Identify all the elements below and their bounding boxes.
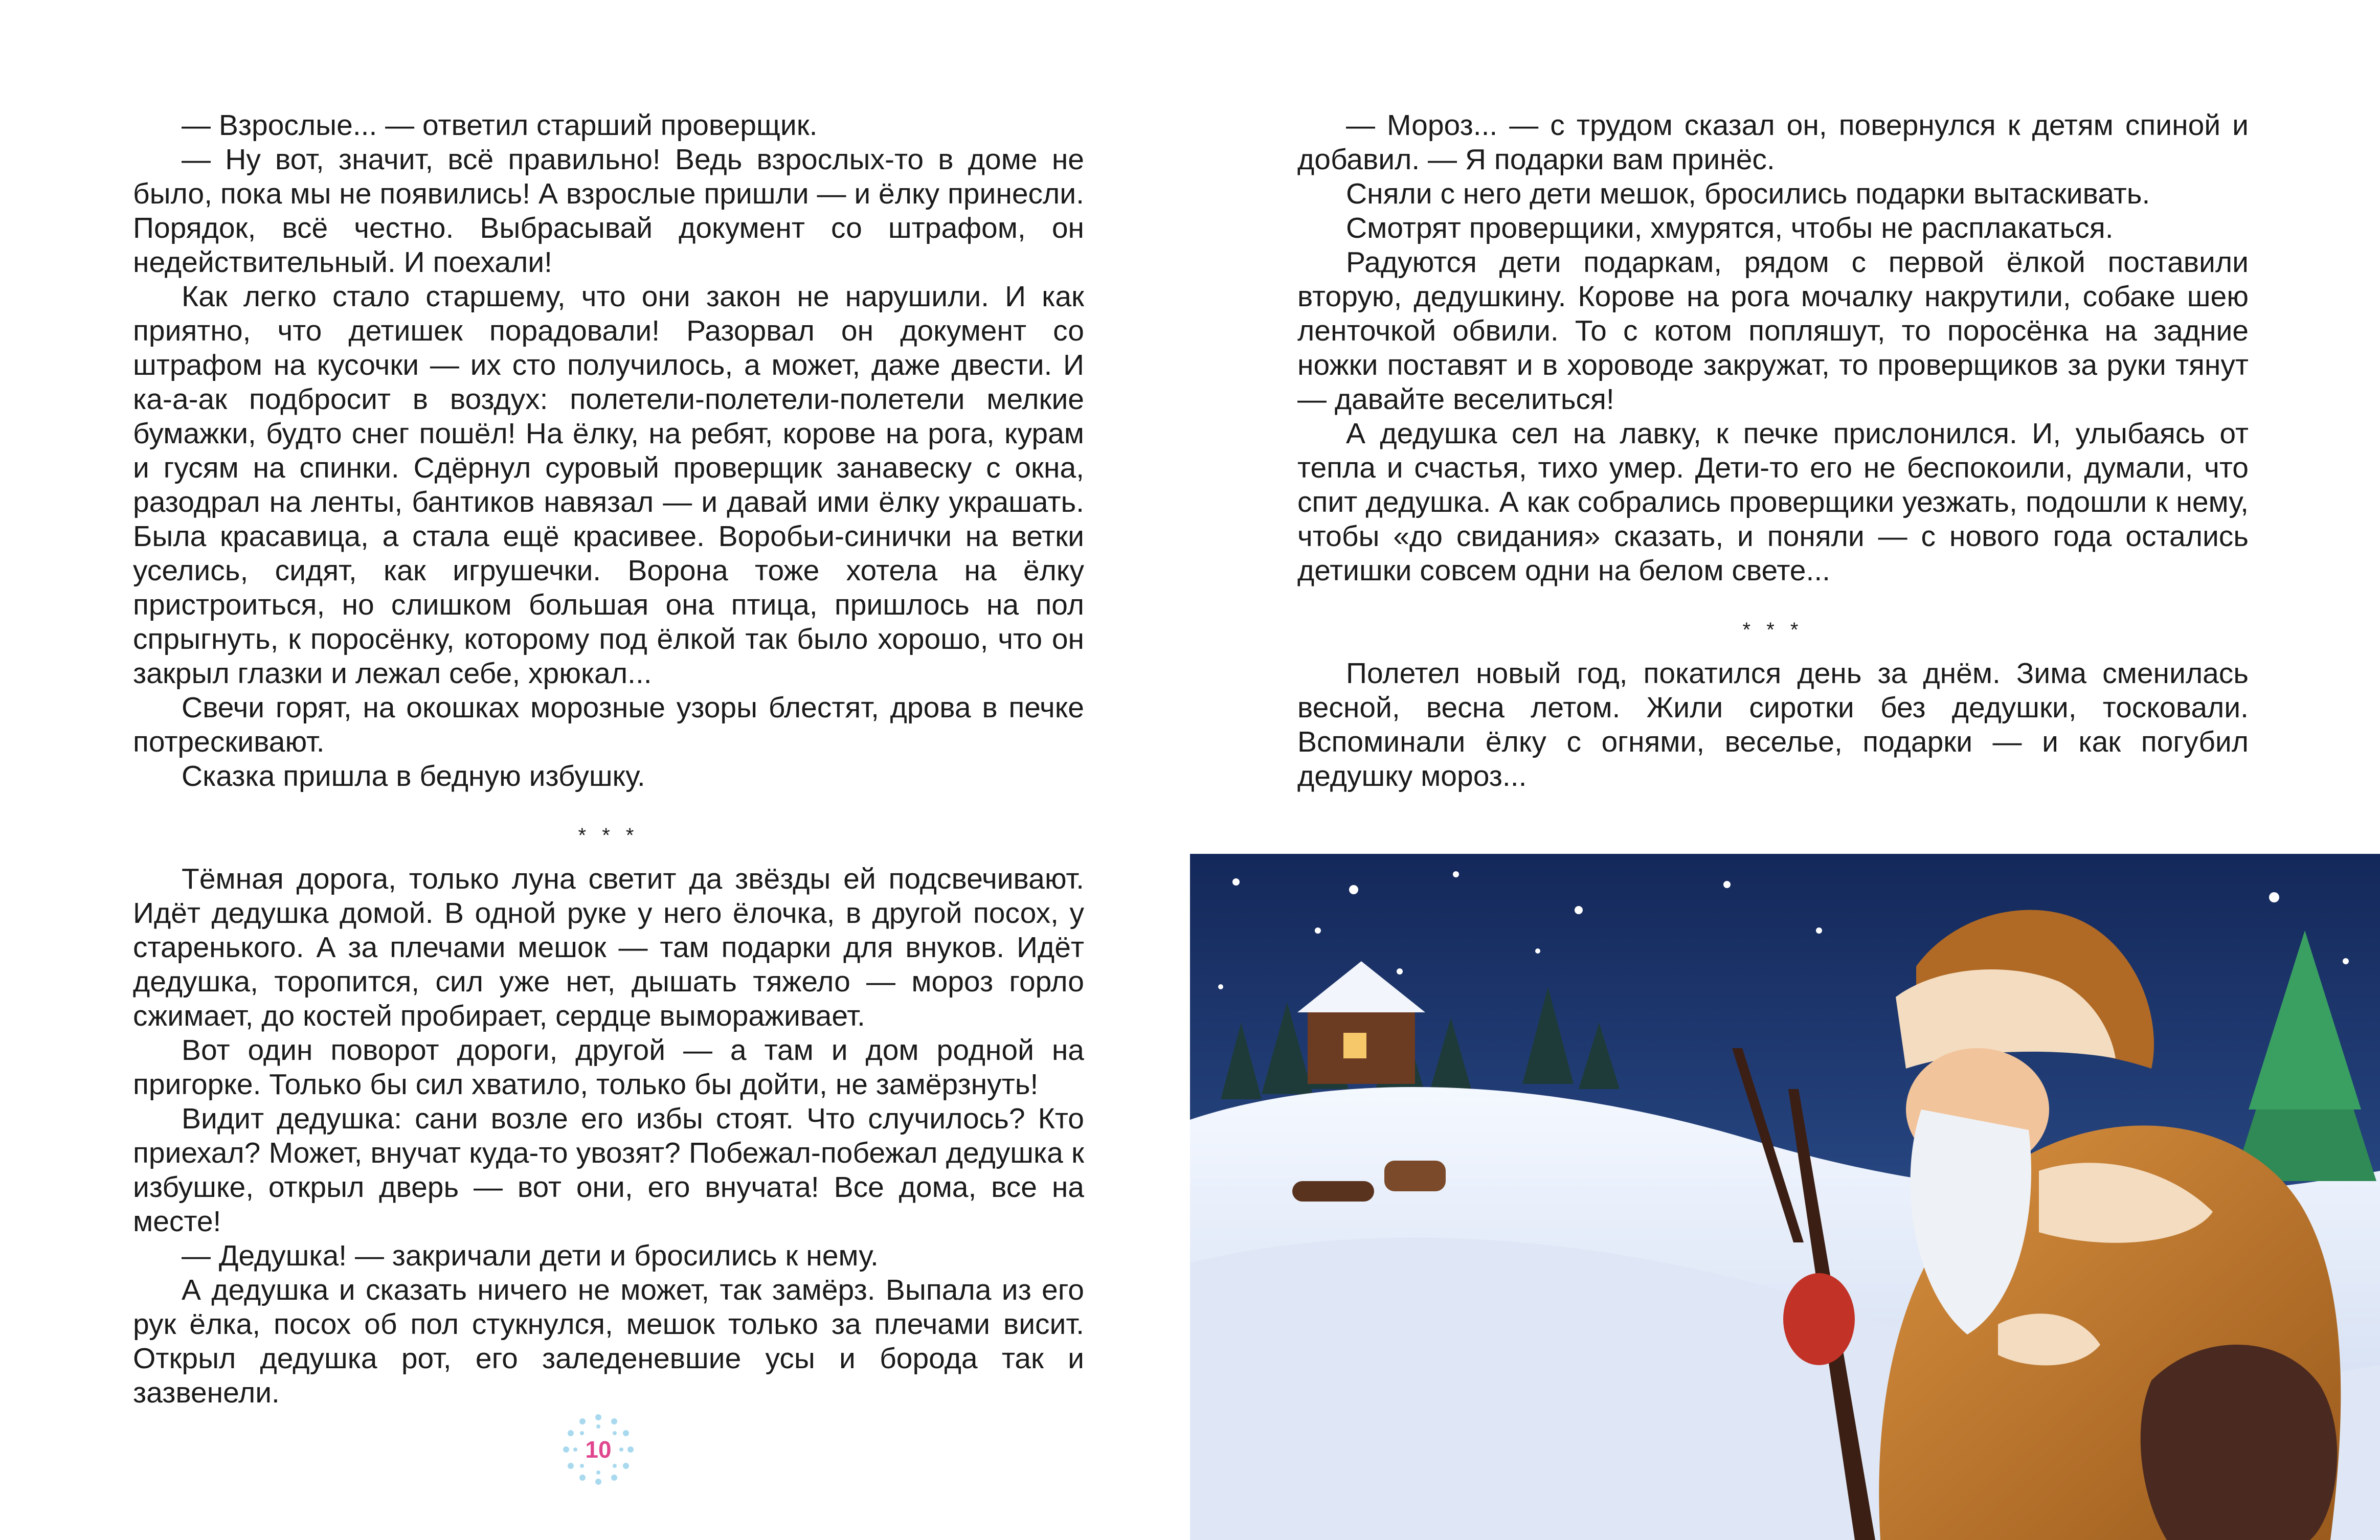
section-separator: * * * <box>578 824 639 847</box>
page-number: 10 <box>585 1436 612 1463</box>
paragraph: — Взрослые... — ответил старший проверщик. <box>182 109 818 142</box>
paragraph: Видит дедушка: сани возле его избы стоят. Что случилось? Кто приехал? Может, внучат куда-то увозят? Побежал-побежал дедушка к избушке, открыл дверь — вот они, его внучата! Все дома, все на месте! <box>133 1102 1084 1238</box>
paragraph: Полетел новый год, покатился день за днём. Зима сменилась весной, весна летом. Жили сиротки без дедушки, тосковали. Вспоминали ёлку с огнями, веселье, подарки — и как погубил дедушку мороз... <box>1297 657 2249 792</box>
paragraph: А дедушка сел на лавку, к печке прислонился. И, улыбаясь от тепла и счастья, тихо умер. Дети-то его не беспокоили, думали, что спит дедушка. А как собрались проверщики уезжать, подошли к нему, чтобы «до свидания» сказать, и поняли — с нового года остались детишки совсем одни на белом свете... <box>1297 417 2249 587</box>
paragraph: Как легко стало старшему, что они закон не нарушили. И как приятно, что детишек порадовали! Разорвал он документ со штрафом на кусочки — их сто получилось, а может, даже двести. И ка-а-ак подбросит в воздух: полетели-полетели-полетели мелкие бумажки, будто снег пошёл! На ёлку, на ребят, корове на рога, курам и гусям на спинки. Сдёрнул суровый проверщик занавеску с окна, разодрал на ленты, бантиков навязал — и давай ими ёлку украшать. Была красавица, а стала ещё красивее. Воробьи-синички на ветки уселись, сидят, как игрушечки. Ворона тоже хотела на ёлку пристроиться, но слишком большая она птица, пришлось на пол спрыгнуть, к поросёнку, которому под ёлкой так было хорошо, что он закрыл глазки и лежал себе, хрюкал... <box>133 280 1084 690</box>
paragraph: Сказка пришла в бедную избушку. <box>182 760 645 792</box>
paragraph: Смотрят проверщики, хмурятся, чтобы не расплакаться. <box>1346 212 2114 244</box>
winter-night-illustration <box>1190 854 2380 1540</box>
right-page <box>1190 0 2380 1540</box>
paragraph: Вот один поворот дороги, другой — а там и дом родной на пригорке. Только бы сил хватило, только бы дойти, не замёрзнуть! <box>133 1034 1084 1101</box>
paragraph: Радуются дети подаркам, рядом с первой ёлкой поставили вторую, дедушкину. Корове на рога мочалку накрутили, собаке шею ленточкой обвили. То с котом попляшут, то поросёнка на задние ножки поставят и в хороводе закружат, то проверщиков за руки тянут — давайте веселиться! <box>1297 246 2249 416</box>
paragraph: А дедушка и сказать ничего не может, так замёрз. Выпала из его рук ёлка, посох об пол стукнулся, мешок только за плечами висит. Открыл дедушка рот, его заледеневшие усы и борода так и зазвенели. <box>133 1274 1084 1409</box>
section-separator: * * * <box>1742 619 1804 641</box>
page-number-badge <box>560 1411 637 1488</box>
left-text-column <box>133 108 1084 1410</box>
paragraph: Тёмная дорога, только луна светит да звёзды ей подсвечивают. Идёт дедушка домой. В одной руке у него ёлочка, в другой посох, у старенького. А за плечами мешок — там подарки для внуков. Идёт дедушка, торопится, сил уже нет, дышать тяжело — мороз горло сжимает, до костей пробирает, сердце вымораживает. <box>133 863 1084 1032</box>
paragraph: — Дедушка! — закричали дети и бросились к нему. <box>182 1239 879 1272</box>
paragraph: Свечи горят, на окошках морозные узоры блестят, дрова в печке потрескивают. <box>133 691 1084 758</box>
right-text-column <box>1297 108 2249 794</box>
paragraph: — Мороз... — с трудом сказал он, повернулся к детям спиной и добавил. — Я подарки вам принёс. <box>1297 109 2249 176</box>
paragraph: Сняли с него дети мешок, бросились подарки вытаскивать. <box>1346 177 2150 210</box>
paragraph: — Ну вот, значит, всё правильно! Ведь взрослых-то в доме не было, пока мы не появились! А взрослые пришли — и ёлку принесли. Порядок, всё честно. Выбрасывай документ со штрафом, он недействительный. И поехали! <box>133 143 1084 279</box>
mitten <box>1783 1273 1855 1365</box>
